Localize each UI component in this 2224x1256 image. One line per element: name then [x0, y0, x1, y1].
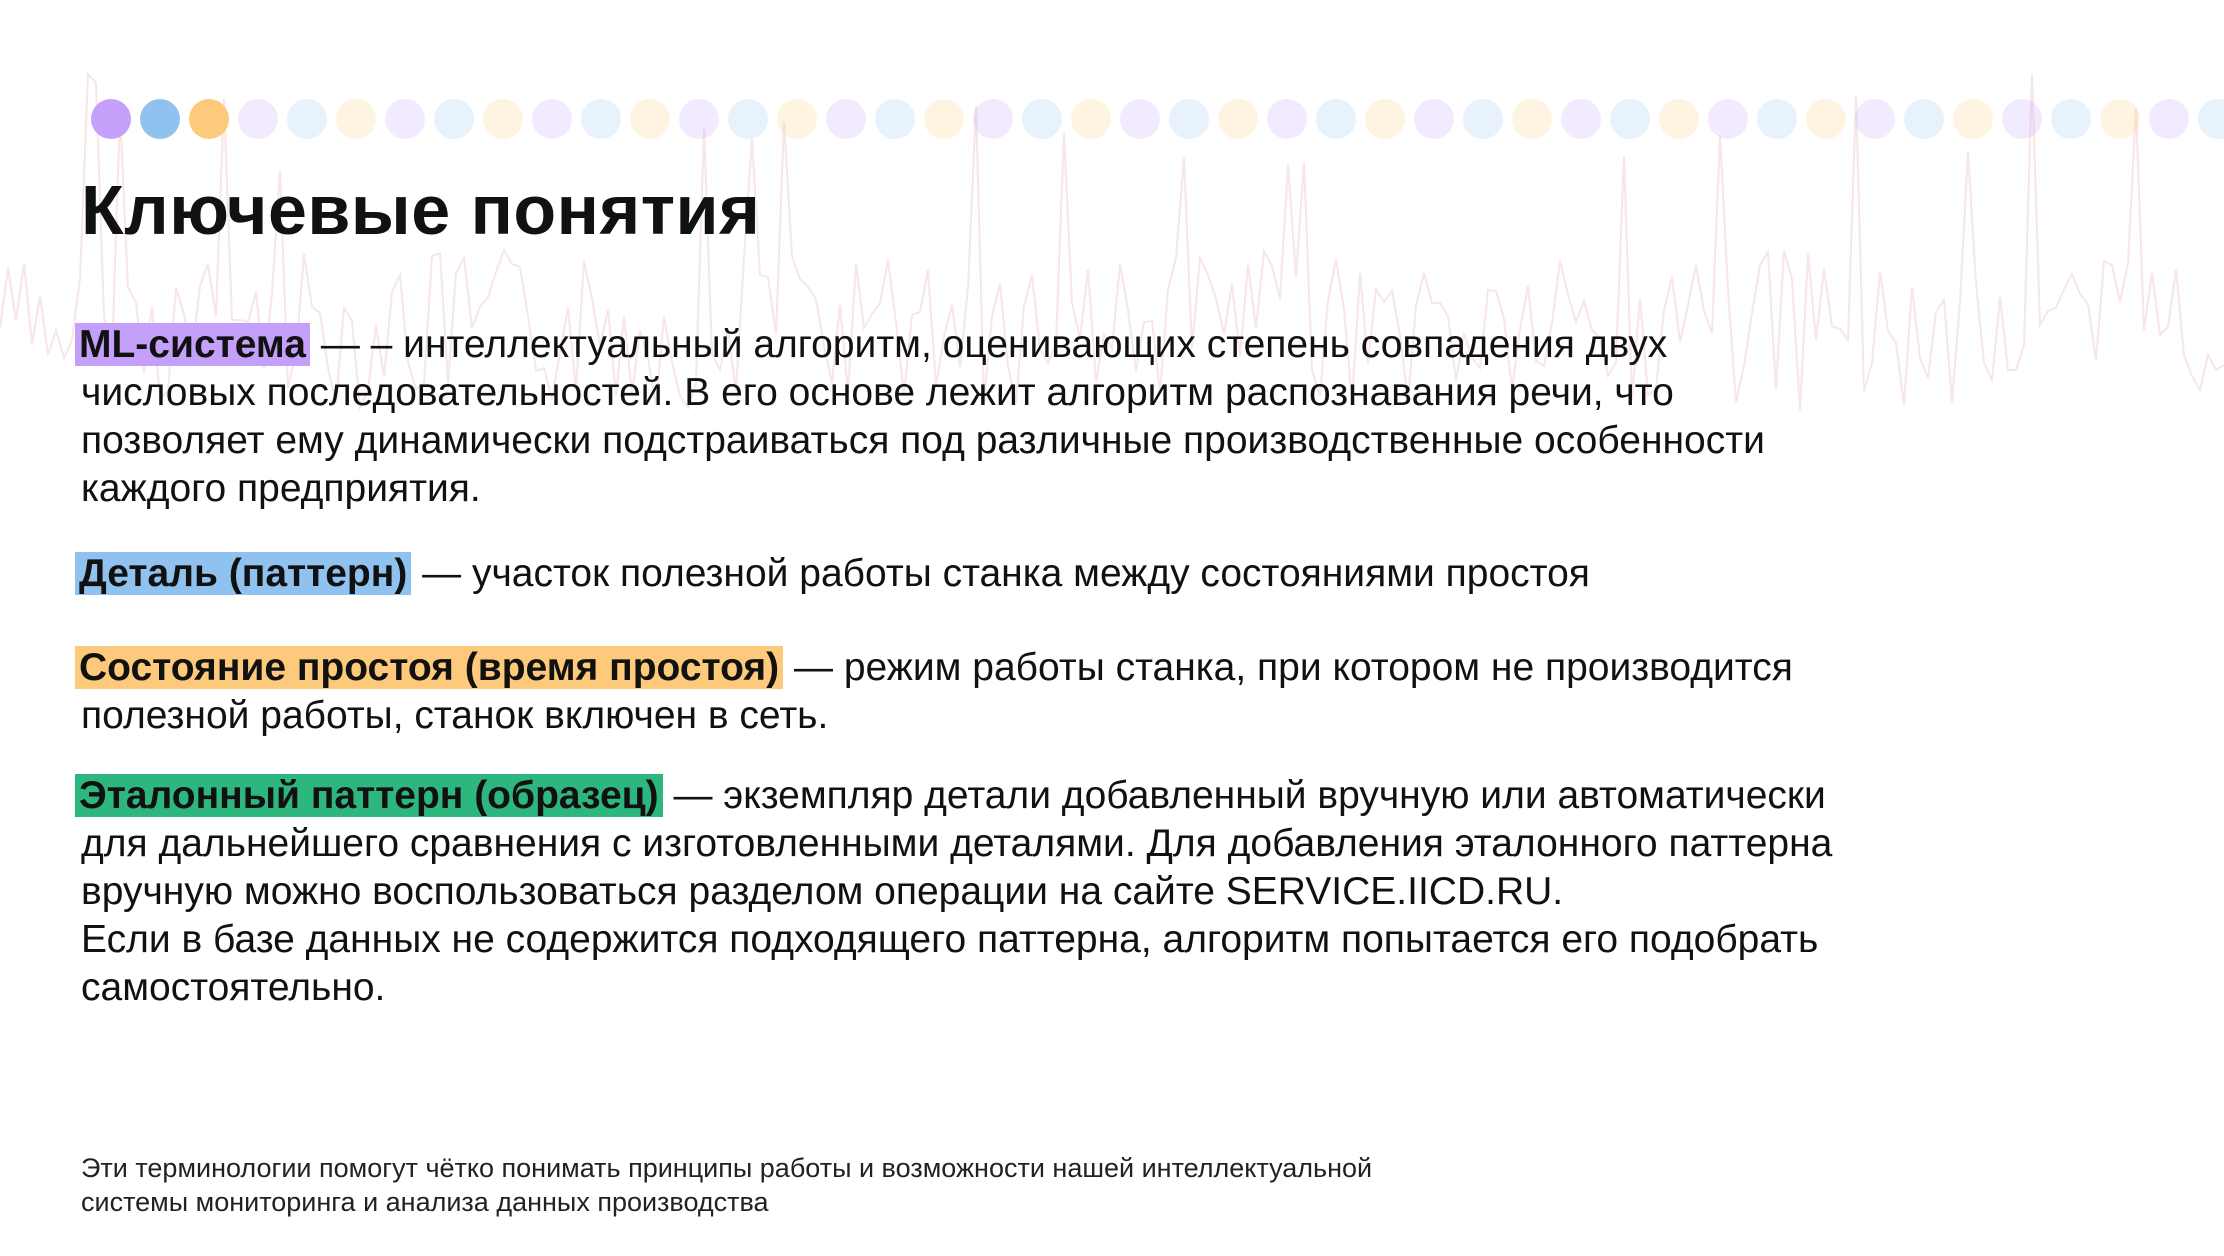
dot: [189, 99, 229, 139]
dot: [973, 99, 1013, 139]
dot: [1561, 99, 1601, 139]
dot: [2100, 99, 2140, 139]
term-detail: [81, 550, 1590, 598]
term-definition: — – интеллектуальный алгоритм, оценивающих степень совпадения двух: [320, 323, 1668, 366]
footer-line: Эти терминологии помогут чётко понимать принципы работы и возможности нашей интеллектуальной: [81, 1153, 1373, 1183]
term-label: ML-система: [75, 323, 310, 366]
dot: [630, 99, 670, 139]
dot: [581, 99, 621, 139]
dot: [1071, 99, 1111, 139]
dot: [385, 99, 425, 139]
dot: [826, 99, 866, 139]
definition-line: позволяет ему динамически подстраиваться под различные производственные особенности: [81, 419, 1765, 462]
dot: [1414, 99, 1454, 139]
term-label: Состояние простоя (время простоя): [75, 646, 783, 689]
dot: [483, 99, 523, 139]
term-label: Деталь (паттерн): [75, 552, 411, 595]
footer-line: системы мониторинга и анализа данных производства: [81, 1187, 769, 1217]
dot: [238, 99, 278, 139]
dot: [1218, 99, 1258, 139]
dot: [1463, 99, 1503, 139]
dot: [532, 99, 572, 139]
dot: [287, 99, 327, 139]
term-reference-pattern: [81, 772, 1832, 1012]
definition-line: самостоятельно.: [81, 966, 386, 1009]
dot: [140, 99, 180, 139]
dot: [1757, 99, 1797, 139]
dot: [2002, 99, 2042, 139]
dot: [1806, 99, 1846, 139]
term-definition: — экземпляр детали добавленный вручную или автоматически: [673, 774, 1826, 817]
dot: [1316, 99, 1356, 139]
dot: [1120, 99, 1160, 139]
definition-line: для дальнейшего сравнения с изготовленными деталями. Для добавления эталонного паттерна: [81, 822, 1833, 865]
decorative-dots: [91, 99, 2224, 139]
dot: [1610, 99, 1650, 139]
term-definition: — режим работы станка, при котором не производится: [794, 646, 1793, 689]
dot: [1904, 99, 1944, 139]
term-ml-system: [81, 321, 1765, 513]
page-title: Ключевые понятия: [81, 171, 761, 249]
definition-line: числовых последовательностей. В его основе лежит алгоритм распознавания речи, что: [81, 371, 1674, 414]
dot: [1022, 99, 1062, 139]
dot: [1953, 99, 1993, 139]
dot: [1708, 99, 1748, 139]
definition-line: вручную можно воспользоваться разделом операции на сайте SERVICE.IICD.RU.: [81, 870, 1564, 913]
dot: [2051, 99, 2091, 139]
definition-line: Если в базе данных не содержится подходящего паттерна, алгоритм попытается его подобрать: [81, 918, 1819, 961]
term-idle-state: [81, 644, 1793, 740]
dot: [728, 99, 768, 139]
definition-line: полезной работы, станок включен в сеть.: [81, 694, 829, 737]
dot: [679, 99, 719, 139]
definition-line: каждого предприятия.: [81, 467, 481, 510]
dot: [1365, 99, 1405, 139]
dot: [2149, 99, 2189, 139]
dot: [1267, 99, 1307, 139]
term-definition: — участок полезной работы станка между состояниями простоя: [422, 552, 1590, 595]
footer-note: [81, 1151, 1372, 1219]
dot: [1659, 99, 1699, 139]
dot: [2198, 99, 2224, 139]
dot: [91, 99, 131, 139]
term-label: Эталонный паттерн (образец): [75, 774, 663, 817]
dot: [777, 99, 817, 139]
dot: [336, 99, 376, 139]
dot: [434, 99, 474, 139]
dot: [1855, 99, 1895, 139]
dot: [1512, 99, 1552, 139]
dot: [924, 99, 964, 139]
dot: [875, 99, 915, 139]
dot: [1169, 99, 1209, 139]
